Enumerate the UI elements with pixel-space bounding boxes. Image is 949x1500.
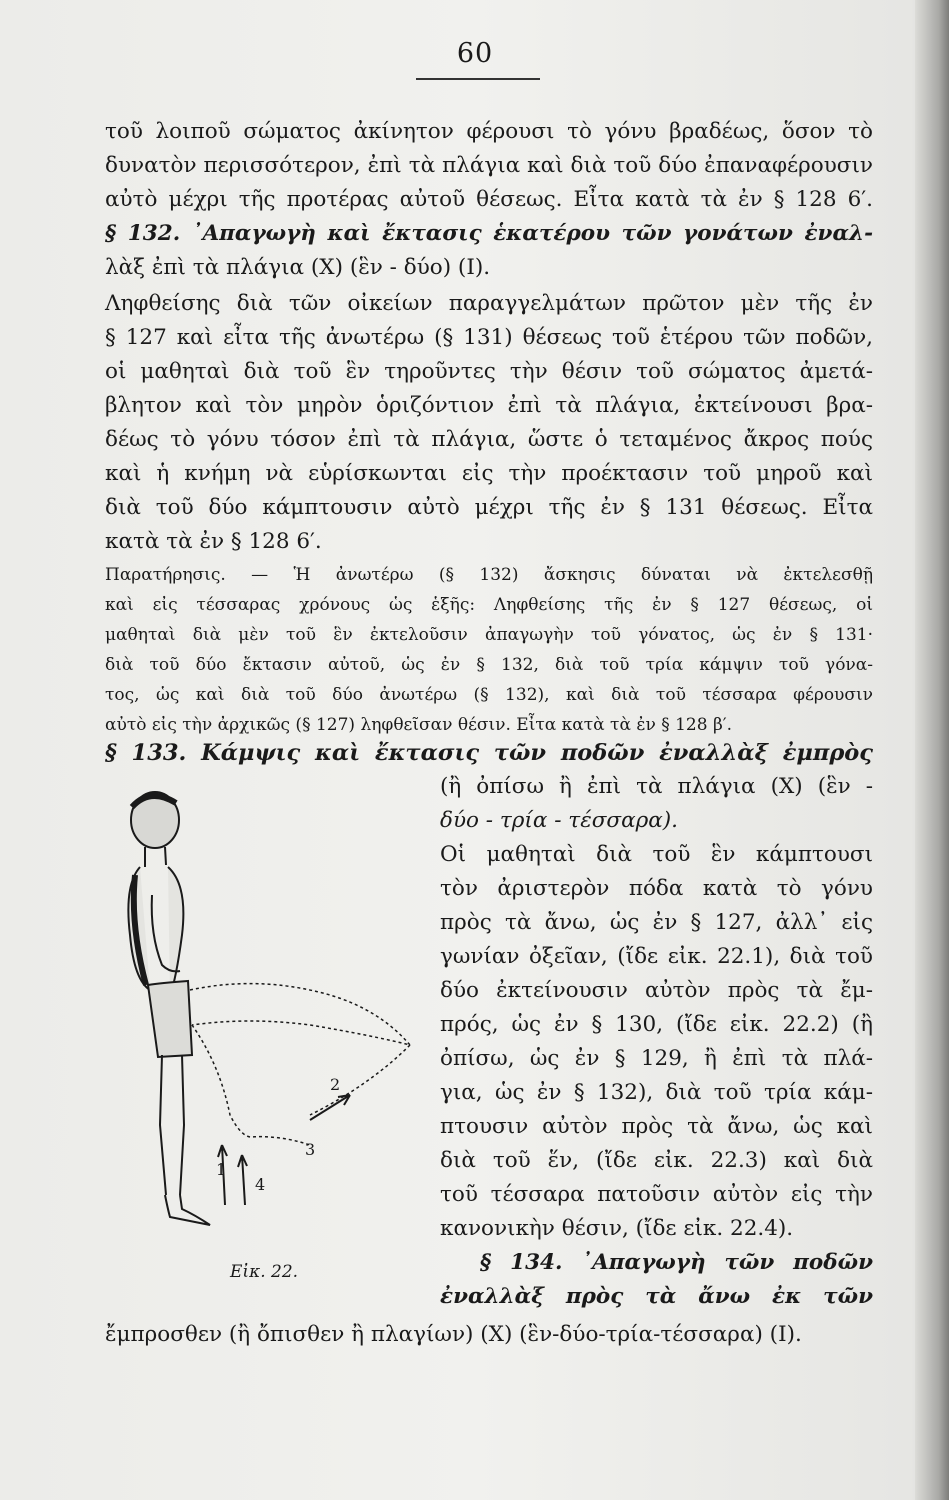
text-line: § 127 καὶ εἶτα τῆς ἀνωτέρω (§ 131) θέσεως τοῦ ἑτέρου τῶν ποδῶν, [105, 325, 873, 350]
figure-label-4: 4 [255, 1175, 266, 1194]
text-line: τοῦ τέσσαρα πατοῦσιν αὐτὸν εἰς τὴν [440, 1182, 873, 1207]
text-line: αὐτὸ μέχρι τῆς προτέρας αὐτοῦ θέσεως. Εἶτα κατὰ τὰ ἐν § 128 6′. [105, 187, 873, 212]
note-line: αὐτὸ εἰς τὴν ἀρχικῶς (§ 127) ληφθεῖσαν θέσιν. Εἶτα κατὰ τὰ ἐν § 128 β′. [105, 715, 733, 735]
text-line: γωνίαν ὀξεῖαν, (ἴδε εἰκ. 22.1), διὰ τοῦ [440, 944, 873, 969]
text-line: διὰ τοῦ ἕν, (ἴδε εἰκ. 22.3) καὶ διὰ [440, 1148, 873, 1173]
text-line: καὶ ἡ κνήμη νὰ εὑρίσκωνται εἰς τὴν προέκτασιν τοῦ μηροῦ καὶ [105, 461, 873, 486]
text-line: δύο ἐκτείνουσιν αὐτὸν πρὸς τὰ ἔμ- [440, 978, 873, 1003]
header-rule [416, 78, 540, 80]
section-134-heading-cont: ἐναλλὰξ πρὸς τὰ ἄνω ἐκ τῶν [440, 1284, 873, 1309]
text-line: ἔμπροσθεν (ἢ ὄπισθεν ἢ πλαγίων) (Χ) (ἓν-δύο-τρία-τέσσαρα) (Ι). [105, 1322, 802, 1347]
figure-caption: Εἰκ. 22. [230, 1262, 299, 1282]
text-line: ὀπίσω, ὡς ἐν § 129, ἢ ἐπὶ τὰ πλά- [440, 1046, 873, 1071]
text-line: κανονικὴν θέσιν, (ἴδε εἰκ. 22.4). [440, 1216, 794, 1241]
text-line: για, ὡς ἐν § 132), διὰ τοῦ τρία κάμ- [440, 1080, 873, 1105]
text-line: πρός, ὡς ἐν § 130, (ἴδε εἰκ. 22.2) (ἢ [440, 1012, 873, 1037]
text-line: (ἢ ὀπίσω ἢ ἐπὶ τὰ πλάγια (Χ) (ἓν - [440, 774, 873, 799]
section-134-heading: § 134. ᾿Απαγωγὴ τῶν ποδῶν [480, 1250, 873, 1275]
exercise-figure [110, 785, 440, 1245]
page-edge-shadow [915, 0, 949, 1500]
figure-label-3: 3 [305, 1140, 316, 1159]
text-line: πτουσιν αὐτὸν πρὸς τὰ ἄνω, ὡς καὶ [440, 1114, 873, 1139]
note-line: μαθηταὶ διὰ μὲν τοῦ ἓν ἐκτελοῦσιν ἀπαγωγὴν τοῦ γόνατος, ὡς ἐν § 131· [105, 625, 873, 645]
text-line: δέως τὸ γόνυ τόσον ἐπὶ τὰ πλάγια, ὥστε ὁ τεταμένος ἄκρος πούς [105, 427, 873, 452]
figure-label-2: 2 [330, 1075, 341, 1094]
text-line: δύο - τρία - τέσσαρα). [440, 808, 678, 833]
note-line: διὰ τοῦ δύο ἔκτασιν αὐτοῦ, ὡς ἐν § 132, διὰ τοῦ τρία κάμψιν τοῦ γόνα- [105, 655, 873, 675]
text-line: τὸν ἀριστερὸν πόδα κατὰ τὸ γόνυ [440, 876, 873, 901]
text-line: πρὸς τὰ ἄνω, ὡς ἐν § 127, ἀλλ᾿ εἰς [440, 910, 873, 935]
text-line: Ληφθείσης διὰ τῶν οἰκείων παραγγελμάτων πρῶτον μὲν τῆς ἐν [105, 291, 873, 316]
text-line: οἱ μαθηταὶ διὰ τοῦ ἓν τηροῦντες τὴν θέσιν τοῦ σώματος ἀμετά- [105, 359, 873, 384]
note-line: Παρατήρησις. — Ἡ ἀνωτέρω (§ 132) ἄσκησις δύναται νὰ ἐκτελεσθῇ [105, 565, 873, 585]
arrow-2 [310, 1095, 350, 1120]
section-133-heading: § 133. Κάμψις καὶ ἔκτασις τῶν ποδῶν ἐναλλὰξ ἐμπρὸς [105, 740, 873, 766]
text-line: Οἱ μαθηταὶ διὰ τοῦ ἓν κάμπτουσι [440, 842, 873, 867]
note-line: τος, ὡς καὶ διὰ τοῦ δύο ἀνωτέρω (§ 132), καὶ διὰ τοῦ τέσσαρα φέρουσιν [105, 685, 873, 705]
text-line: διὰ τοῦ δύο κάμπτουσιν αὐτὸ μέχρι τῆς ἐν § 131 θέσεως. Εἶτα [105, 495, 873, 520]
text-line: κατὰ τὰ ἐν § 128 6′. [105, 529, 322, 554]
note-line: καὶ εἰς τέσσαρας χρόνους ὡς ἑξῆς: Ληφθείσης τῆς ἐν § 127 θέσεως, οἱ [105, 595, 873, 615]
figure-label-1: 1 [216, 1160, 227, 1179]
section-132-heading-cont: λὰξ ἐπὶ τὰ πλάγια (Χ) (ἓν - δύο) (Ι). [105, 255, 491, 280]
section-132-heading: § 132. ᾿Απαγωγὴ καὶ ἔκτασις ἑκατέρου τῶν γονάτων ἐναλ- [105, 221, 873, 246]
arrow-4 [238, 1155, 247, 1205]
page-number: 60 [456, 38, 494, 69]
text-line: τοῦ λοιποῦ σώματος ἀκίνητον φέρουσι τὸ γόνυ βραδέως, ὅσον τὸ [105, 119, 873, 144]
text-line: βλητον καὶ τὸν μηρὸν ὁριζόντιον ἐπὶ τὰ πλάγια, ἐκτείνουσι βρα- [105, 393, 873, 418]
text-line: δυνατὸν περισσότερον, ἐπὶ τὰ πλάγια καὶ διὰ τοῦ δύο ἐπαναφέρουσιν [105, 153, 873, 178]
